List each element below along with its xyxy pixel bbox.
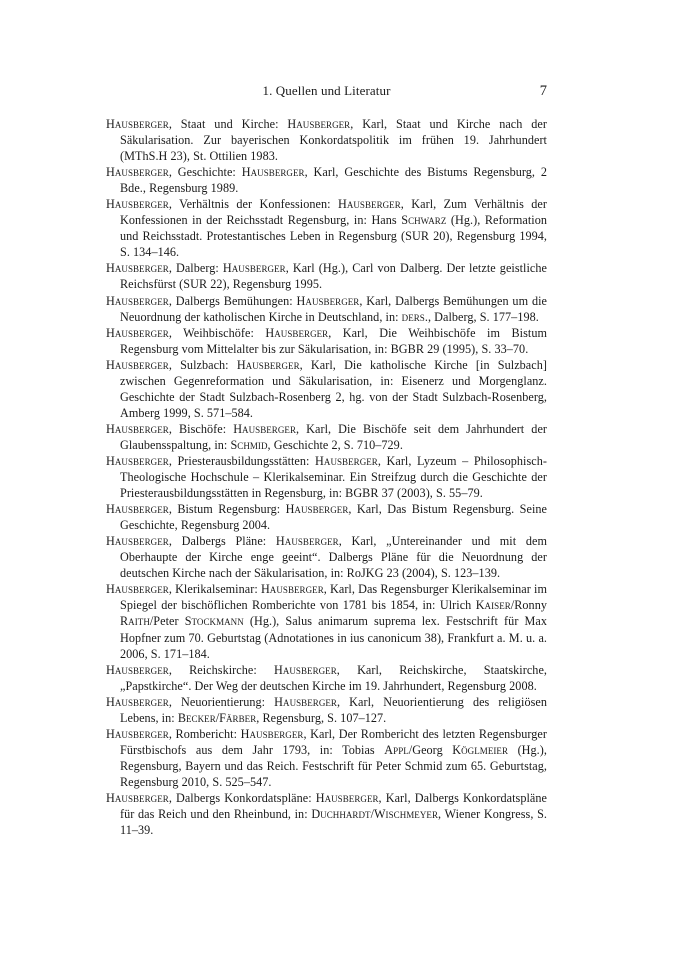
citation-text: , Karl, Das Regensburger Klerikalseminar im Spiegel der bischöflichen Romberichte von 1781 bis 1854, in: Ulrich (120, 582, 547, 613)
citation-text: , Weihbischöfe: (168, 325, 266, 340)
citation-text: , Karl, Die Weihbischöfe im Bistum Regensburg vom Mittelalter bis zur Säkularisation, in: BGBR 29 (1995), S. 33–70. (120, 325, 547, 356)
citation-text: , Priesterausbildungsstätten: (168, 453, 316, 468)
citation-text: , Rombericht: (168, 726, 241, 741)
citation-text: , Karl, Zum Verhältnis der Konfessionen in der Reichsstadt Regensburg, in: Hans (120, 197, 547, 228)
citation-text: , Karl, Dalbergs Bemühungen um die Neuordnung der katholischen Kirche in Deutschland, in: (120, 293, 547, 324)
bibliography-entry (106, 533, 547, 581)
author-name: Hausberger (222, 261, 286, 276)
bibliography-entry (106, 357, 547, 421)
author-name: Stockmann (184, 614, 244, 629)
citation-text: (Hg.), Salus animarum suprema lex. Festschrift für Max Hopfner zum 70. Geburtstag (Adnotationes in ius canonicum 38), Frankfurt a. M. u. a. 2006, S. 171–184. (120, 614, 548, 661)
page-number: 7 (539, 83, 547, 99)
citation-text: , Klerikalseminar: (168, 582, 261, 597)
bibliography-entry (106, 662, 547, 694)
bibliography-entry (106, 196, 547, 260)
bibliography-entry (106, 453, 547, 501)
citation-text: , Dalbergs Konkordatspläne: (168, 790, 316, 805)
running-header (106, 83, 547, 105)
author-name: Köglmeier (452, 742, 509, 757)
author-name: Hausberger (233, 421, 297, 436)
citation-text: , Karl, Neuorientierung des religiösen Lebens, in: (120, 694, 547, 725)
author-name: Duchhardt/Wischmeyer (311, 807, 439, 822)
author-name: Hausberger (274, 694, 337, 709)
author-name: Hausberger (106, 293, 169, 308)
author-name: Hausberger (315, 453, 378, 468)
bibliography-entry (106, 325, 547, 357)
author-name: Hausberger (273, 662, 337, 677)
citation-text: , Karl, Die Bischöfe seit dem Jahrhundert der Glaubensspaltung, in: (120, 421, 548, 452)
bibliography-entry (106, 726, 547, 790)
author-name: Hausberger (296, 293, 360, 308)
running-header-title: 1. Quellen und Literatur (262, 83, 391, 98)
author-name: Hausberger (287, 117, 351, 131)
author-name: Hausberger (265, 325, 329, 340)
citation-text: , Reichskirche: (168, 662, 274, 677)
citation-text: , Wiener Kongress, S. 11–39. (120, 807, 548, 838)
citation-text: , Sulzbach: (168, 357, 237, 372)
author-name: Schwarz (401, 213, 447, 228)
author-name: Hausberger (106, 662, 169, 677)
author-name: Appl (384, 742, 409, 757)
bibliography-entry (106, 694, 547, 726)
author-name: Hausberger (106, 421, 169, 436)
citation-text: , Regensburg, S. 107–127. (256, 710, 387, 725)
author-name: Hausberger (315, 790, 379, 805)
author-name: Hausberger (106, 117, 169, 131)
author-name: Hausberger (106, 165, 169, 180)
citation-text: , Verhältnis der Konfessionen: (168, 197, 338, 212)
citation-text: , Karl, Staat und Kirche nach der Säkularisation. Zur bayerischen Konkordatspolitik im frühen 19. Jahrhundert (MThS.H 23), St. Ottilien 1983. (120, 117, 548, 164)
author-name: ders. (401, 309, 428, 324)
citation-text: , Dalbergs Bemühungen: (168, 293, 297, 308)
author-name: Hausberger (106, 453, 169, 468)
author-name: Hausberger (285, 502, 349, 517)
bibliography-entry (106, 116, 547, 164)
author-name: Hausberger (260, 582, 324, 597)
author-name: Hausberger (106, 502, 169, 517)
author-name: Hausberger (275, 534, 339, 549)
author-name: Hausberger (106, 325, 169, 340)
author-name: Hausberger (106, 582, 169, 597)
author-name: Hausberger (106, 790, 169, 805)
citation-text: , Geschichte: (168, 165, 242, 180)
citation-text: /Georg (408, 742, 453, 757)
author-name: Hausberger (106, 694, 169, 709)
bibliography-list (106, 116, 547, 838)
bibliography-entry (106, 581, 547, 661)
citation-text: , Neuorientierung: (168, 694, 275, 709)
citation-text: (Hg.), Reformation und Reichsstadt. Protestantisches Leben in Regensburg (SUR 20), Regensburg 1994, S. 134–146. (120, 213, 548, 260)
author-name: Hausberger (337, 197, 401, 212)
bibliography-entry (106, 260, 547, 292)
citation-text: (Hg.), Regensburg, Bayern und das Reich. Festschrift für Peter Schmid zum 65. Geburtstag, Regensburg 2010, S. 525–547. (120, 742, 547, 789)
citation-text: , Bischöfe: (168, 421, 234, 436)
citation-text: , Dalbergs Pläne: (168, 534, 276, 549)
citation-text: , Dalberg, S. 177–198. (427, 309, 539, 324)
author-name: Hausberger (241, 165, 305, 180)
bibliography-entry (106, 293, 547, 325)
citation-text: /Peter (149, 614, 185, 629)
author-name: Becker/Färber (177, 710, 257, 725)
author-name: Hausberger (106, 197, 169, 212)
bibliography-entry (106, 501, 547, 533)
citation-text: , Karl, Das Bistum Regensburg. Seine Geschichte, Regensburg 2004. (120, 502, 547, 533)
citation-text: , Karl, „Untereinander und mit dem Oberhaupte der Kirche enge geeint“. Dalbergs Pläne für die Neuordnung der deutschen Kirche nach der Säkularisation, in: RoJKG 23 (2004), S. 123–139. (120, 534, 548, 581)
citation-text: , Karl, Reichskirche, Staatskirche, „Papstkirche“. Der Weg der deutschen Kirche im 19. Jahrhundert, Regensburg 2008. (120, 662, 547, 693)
author-name: Hausberger (236, 357, 300, 372)
author-name: Hausberger (106, 726, 169, 741)
citation-text: , Karl, Dalbergs Konkordatspläne für das Reich und den Rheinbund, in: (120, 790, 547, 822)
author-name: Hausberger (106, 261, 169, 276)
author-name: Hausberger (106, 357, 169, 372)
citation-text: , Geschichte 2, S. 710–729. (267, 437, 403, 452)
author-name: Hausberger (106, 534, 169, 549)
bibliography-entry (106, 790, 547, 838)
citation-text: /Ronny (510, 598, 547, 613)
citation-text: , Karl, Lyzeum – Philosophisch-Theologische Hochschule – Klerikalseminar. Ein Streifzug durch die Geschichte der Priesterausbildungsstätten in Regensburg, in: BGBR 37 (2003), S. 55–79. (120, 453, 547, 501)
author-name: Kaiser (475, 598, 511, 613)
author-name: Raith (120, 614, 150, 629)
citation-text: , Bistum Regensburg: (168, 502, 286, 517)
citation-text: , Dalberg: (168, 261, 223, 276)
citation-text: , Karl, Geschichte des Bistums Regensburg, 2 Bde., Regensburg 1989. (120, 165, 548, 196)
citation-text: , Karl, Die katholische Kirche [in Sulzbach] zwischen Gegenreformation und Säkularisation, in: Eisenerz und Morgenglanz. Geschichte der Stadt Sulzbach-Rosenberg 2, hg. von der Stadt Sulzbach-Rosenberg, Amberg 1999, S. 571–584. (120, 357, 547, 420)
author-name: Hausberger (240, 726, 304, 741)
bibliography-entry (106, 421, 547, 453)
citation-text: , Karl (Hg.), Carl von Dalberg. Der letzte geistliche Reichsfürst (SUR 22), Regensburg 1995. (120, 261, 547, 292)
author-name: Schmid (230, 437, 268, 452)
bibliography-entry (106, 164, 547, 196)
citation-text: , Staat und Kirche: (168, 117, 288, 131)
citation-text: , Karl, Der Rombericht des letzten Regensburger Fürstbischofs aus dem Jahr 1793, in: Tobias (120, 726, 547, 757)
